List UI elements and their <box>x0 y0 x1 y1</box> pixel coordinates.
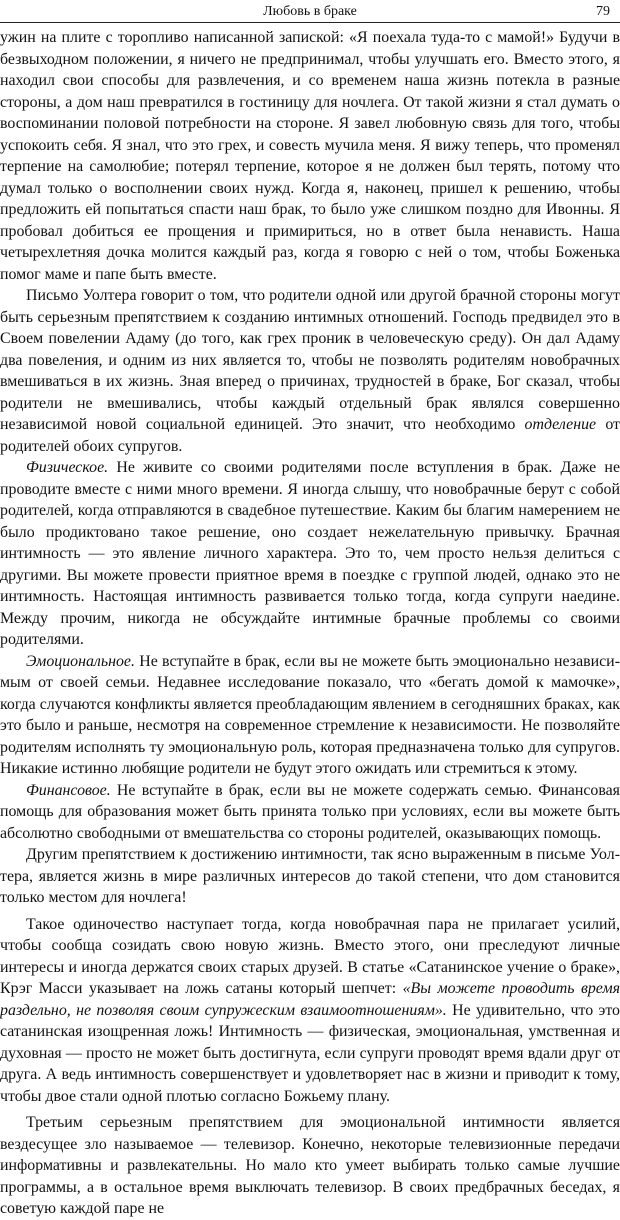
body-text <box>0 27 620 1220</box>
page-number: 79 <box>596 4 610 19</box>
paragraph-text: Письмо Уолтера говорит о том, что родители одной или другой брачной стороны могут быть серьезным препятствием к созданию интимных отношений. Господь предвидел это в Своем повелении Адаму (до того, как грех проник в человеческую среду). Он дал Адаму два повеления, и одним из них является то, чтобы не позволять родителям новобрачных вмешиваться в их жизнь. Зная вперед о причинах, трудностей в браке, Бог сказал, чтобы родители не вмешивались, чтобы каждый отдельный брак являлся совершенно независимой новой социальной единицей. Это значит, что необходимо <box>0 287 620 433</box>
paragraph-second-obstacle: Другим препятствием к достижению интимности, так ясно выраженным в письме Уолтера, является жизнь в мире различных интересов до такой степени, что дом становится только местом для ночлега! <box>0 846 620 906</box>
paragraph-parents-obstacle <box>0 285 620 457</box>
lead-emotional: Эмоциональное. <box>26 652 135 670</box>
paragraph-text: Такое одиночество наступает тогда, когда новобрачная пара не прилагает усилий, чтобы сообща созидать свою новую жизнь. Вместо этого, они преследуют личные интересы и иногда держатся своих старых друзей. В статье «Сатанинское учение о браке», Крэг Масси указывает на ложь сатаны который шепчет: <box>0 915 620 997</box>
emphasis-separation: отделение <box>524 416 597 433</box>
lead-physical: Физическое. <box>26 459 109 476</box>
paragraph-continuation: ужин на плите с торопливо написанной запиской: «Я поехала туда-то с мамой!» Будучи в безвыходном положении, я ничего не предпринимал, чтобы улучшать его. Вместо этого, я находил свои способы для развлечения, и со временем наша жизнь потекла в разные стороны, а дом наш превратился в гостиницу для ночлега. От такой жизни я стал думать о воспоминании половой потребности на стороне. Я завел любовную связь для того, чтобы успокоить себя. Я знал, что это грех, и совесть мучила меня. Я вижу теперь, что променял терпение на самолюбие; потерял терпение, которое я не должен был терять, потому что думал только о восполнении своих нужд. Когда я, наконец, пришел к решению, чтобы предложить ей попытаться спасти наш брак, то было уже слишком поздно для Ивонны. Я пробовал добиться ее прощения и примириться, но в ответ была ненависть. Наша четырехлетняя дочка молится каждый раз, когда я говорю с ней о том, чтобы Боженька помог маме и папе быть вместе. <box>0 29 620 283</box>
paragraph-text: от родителей обоих супругов. <box>0 416 620 455</box>
quote-satan-lie: «Вы можете проводить время раздельно, не позволяя своим супружеским взаимоотношениям». <box>0 980 620 1019</box>
paragraph-text: Не вступайте в брак, если вы не можете быть эмоционально независимым от своей семьи. Недавнее исследование показало, что «бегать домой к мамочке», когда случаются конфликты является преобладающим явлением в сегодняшних браках, как это было и раньше, несмотря на современное стремление к независимости. Не позволяйте родителям исполнять ту эмоциональную роль, которая предназначена только для супругов. Никакие истинно любящие родители не будут этого ожидать или стремиться к этому. <box>0 652 620 777</box>
page-header <box>0 0 620 24</box>
paragraph-text: Не удивительно, что это сатанинская изощренная ложь! Интимность — физическая, эмоциональная, умственная и духовная — просто не может быть достигнута, если супруги проводят время вдали друг от друга. А ведь интимность совершенствует и удовлетворяет нас в жизни и приводит к тому, чтобы двое стали одной плотью согласно Божьему плану. <box>0 1001 620 1105</box>
header-rule <box>0 22 620 23</box>
paragraph-financial <box>0 780 620 845</box>
paragraph-third-obstacle: Третьим серьезным препятствием для эмоциональной интимности является вездесущее зло называемое — телевизор. Конечно, некоторые телевизионные передачи информативны и развлекательны. Но мало кто умеет выбирать только самые лучшие программы, а в остальное время выключать телевизор. В своих предбрачных беседах, я советую каждой паре не <box>0 1114 620 1217</box>
lead-financial: Финансовое. <box>26 781 111 799</box>
running-header-title: Любовь в браке <box>263 4 357 19</box>
paragraph-physical <box>0 457 620 651</box>
paragraph-emotional <box>0 651 620 780</box>
paragraph-text: Не вступайте в брак, если вы не можете содержать семью. Финансовая помощь для образования может быть принята только при условиях, если вы можете быть абсолютно свободными от вмешательства со стороны родителей, оказывающих помощь. <box>0 781 620 842</box>
paragraph-text: Не живите со своими родителями после вступления в брак. Даже не проводите вместе с ними много времени. Я иногда слышу, что новобрачные берут с собой родителей, когда отправляются в свадебное путешествие. Каким бы благим намерением не было продиктовано такое решение, оно создает нежелательную привычку. Брачная интимность — это явление личного характера. Это то, чем просто нельзя делиться с другими. Вы можете провести приятное время в поездке с группой людей, однако это не интимность. Настоящая интимность развивается только тогда, когда супруги наедине. Между прочим, никогда не обсуждайте интимные брачные проблемы со своими родителями. <box>0 459 620 648</box>
paragraph-loneliness <box>0 914 620 1108</box>
